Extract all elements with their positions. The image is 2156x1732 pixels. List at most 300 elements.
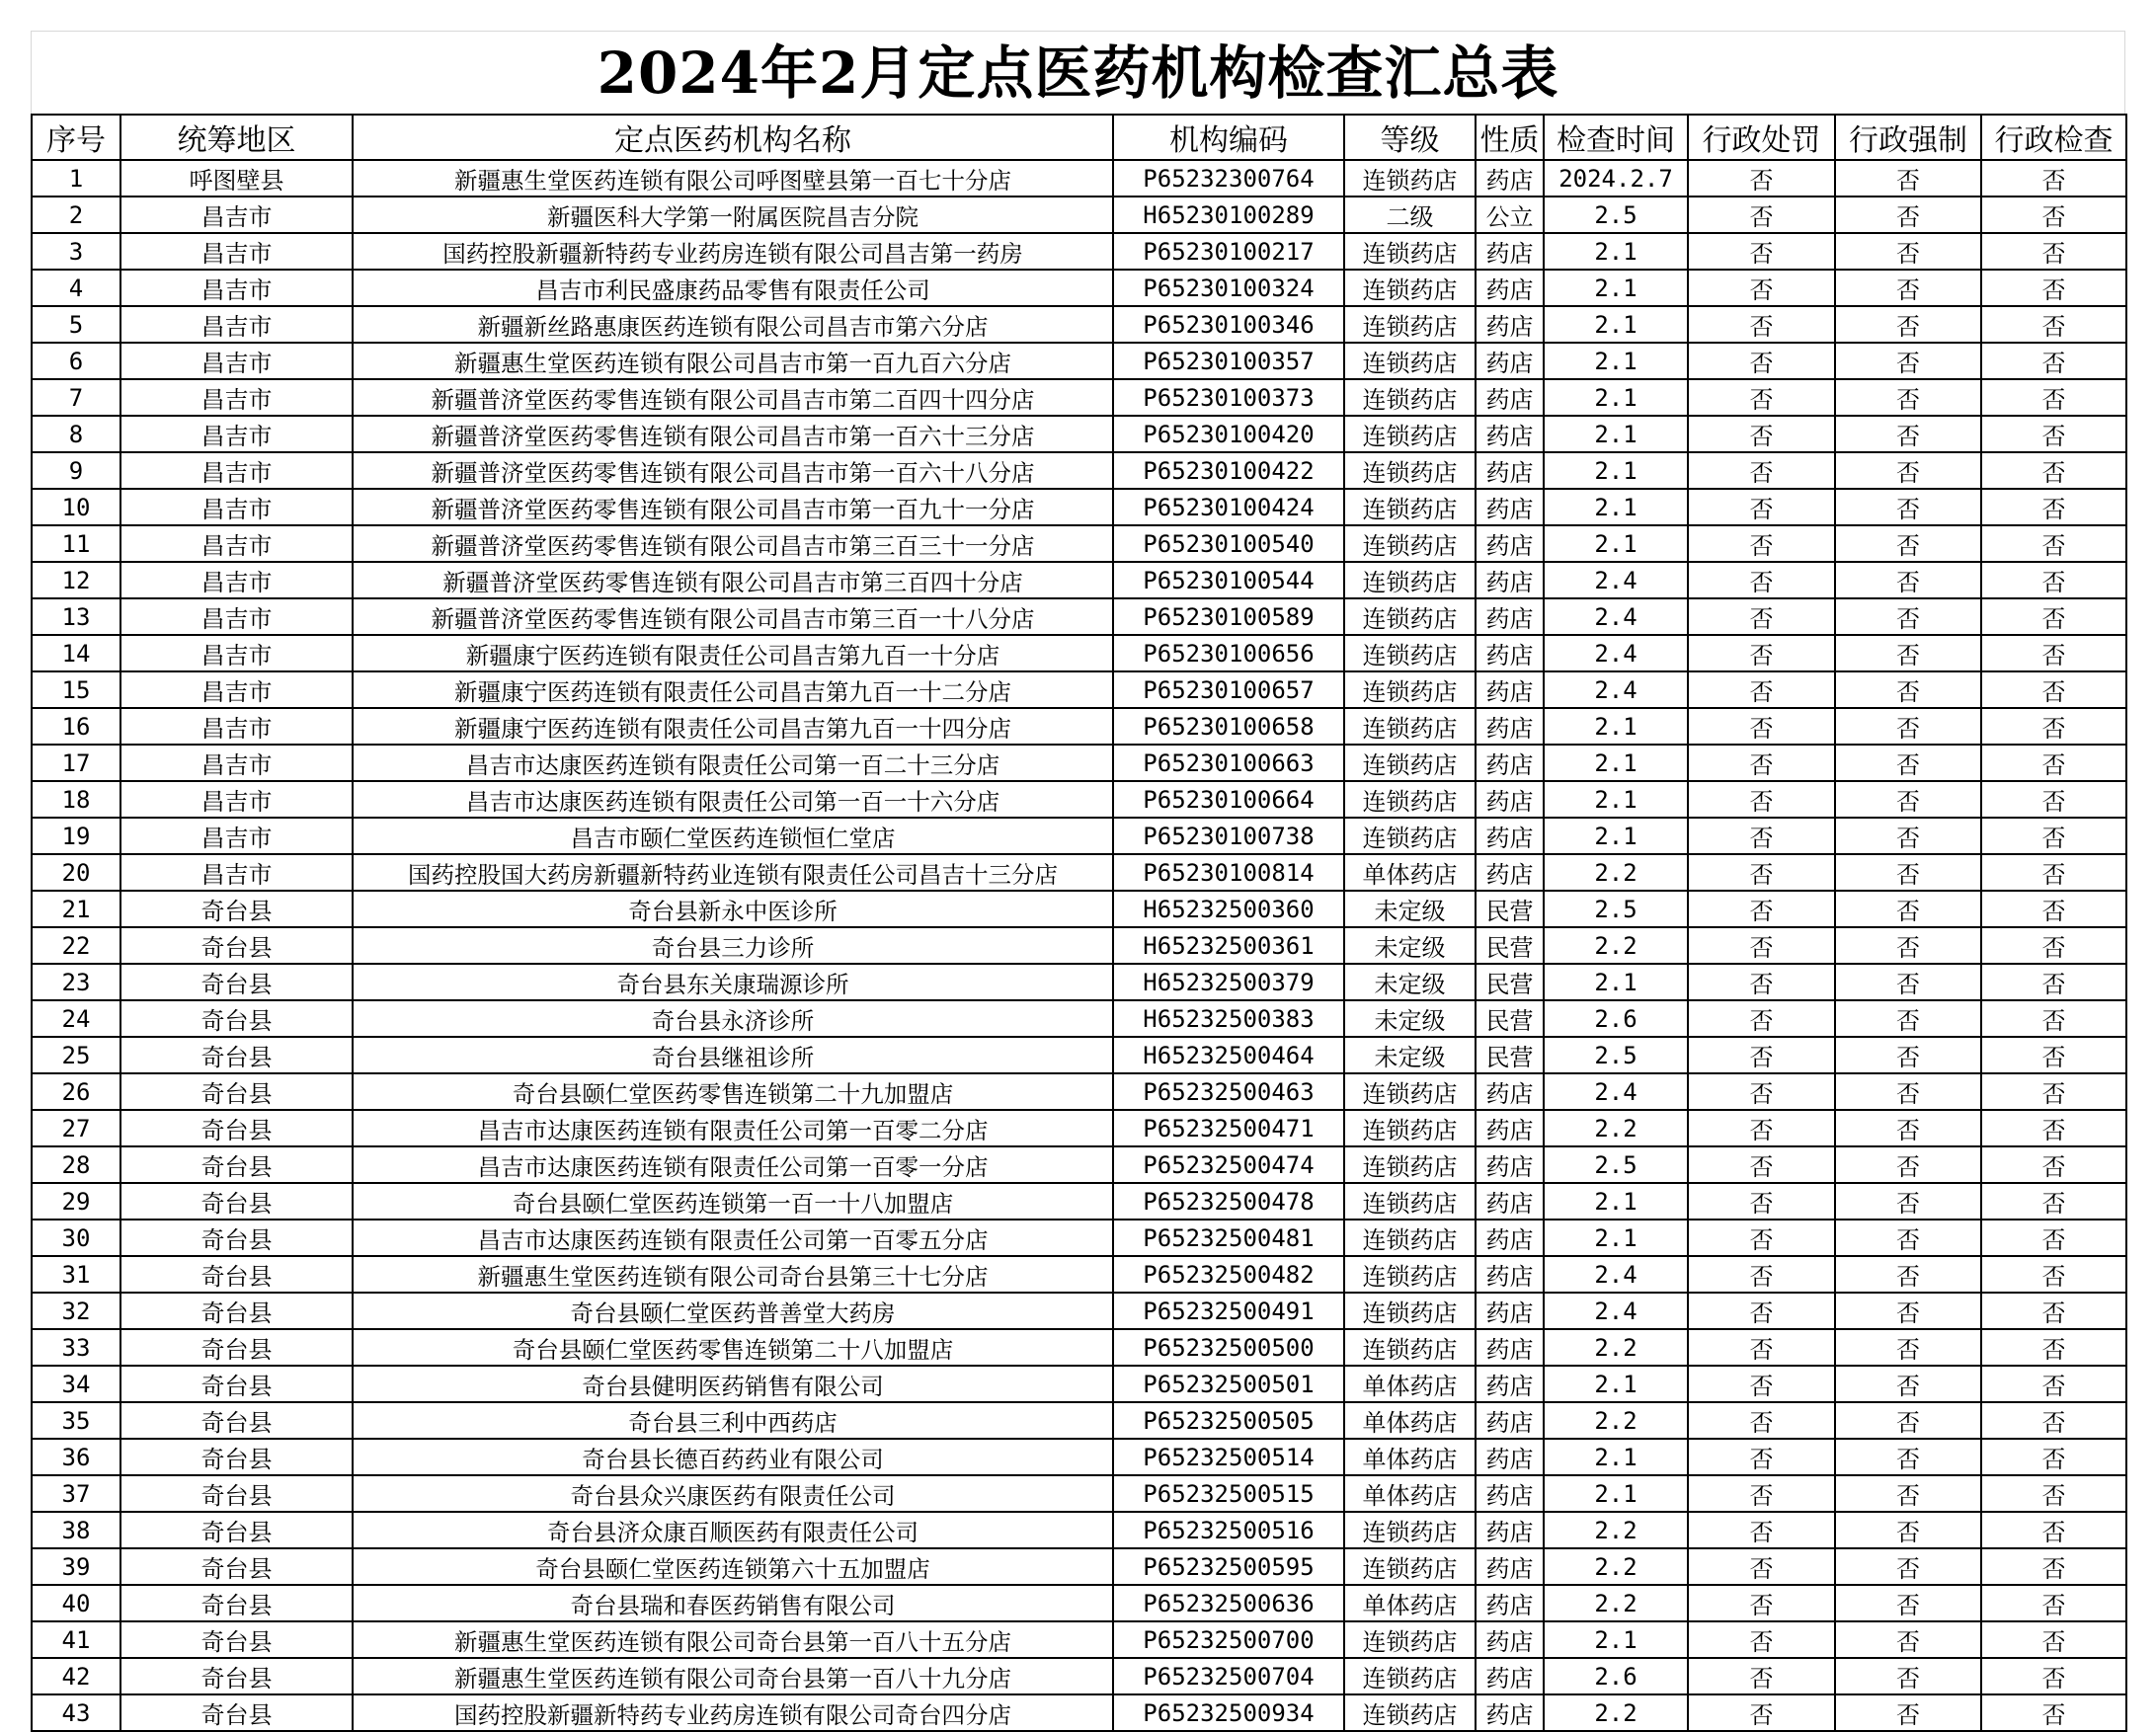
cell-admin-inspection: 否 — [1981, 1256, 2126, 1293]
cell-serial: 11 — [32, 525, 120, 562]
cell-admin-penalty: 否 — [1688, 964, 1835, 1000]
cell-serial: 27 — [32, 1110, 120, 1146]
table-row — [32, 525, 2126, 562]
cell-inspection-date: 2.4 — [1544, 1073, 1688, 1110]
cell-admin-penalty: 否 — [1688, 781, 1835, 818]
cell-admin-enforcement: 否 — [1835, 1366, 1981, 1402]
cell-level: 连锁药店 — [1344, 1512, 1476, 1548]
cell-admin-enforcement: 否 — [1835, 708, 1981, 745]
cell-nature: 药店 — [1476, 781, 1544, 818]
cell-level: 连锁药店 — [1344, 416, 1476, 452]
cell-region: 呼图壁县 — [120, 160, 353, 197]
table-row — [32, 1475, 2126, 1512]
cell-inspection-date: 2.1 — [1544, 489, 1688, 525]
table-row — [32, 1220, 2126, 1256]
cell-nature: 药店 — [1476, 1366, 1544, 1402]
table-row — [32, 635, 2126, 671]
table-row — [32, 1329, 2126, 1366]
cell-admin-enforcement: 否 — [1835, 562, 1981, 598]
cell-institution-name: 昌吉市达康医药连锁有限责任公司第一百一十六分店 — [353, 781, 1113, 818]
cell-region: 昌吉市 — [120, 270, 353, 306]
cell-level: 连锁药店 — [1344, 1073, 1476, 1110]
cell-level: 连锁药店 — [1344, 1548, 1476, 1585]
cell-inspection-date: 2.1 — [1544, 708, 1688, 745]
cell-nature: 药店 — [1476, 562, 1544, 598]
cell-inspection-date: 2.5 — [1544, 197, 1688, 233]
table-row — [32, 1366, 2126, 1402]
table-row — [32, 1694, 2126, 1731]
cell-nature: 药店 — [1476, 1220, 1544, 1256]
cell-nature: 药店 — [1476, 1183, 1544, 1220]
cell-region: 奇台县 — [120, 1037, 353, 1073]
cell-serial: 12 — [32, 562, 120, 598]
cell-region: 昌吉市 — [120, 708, 353, 745]
cell-admin-penalty: 否 — [1688, 270, 1835, 306]
header-nature: 性质 — [1476, 115, 1544, 160]
cell-region: 昌吉市 — [120, 452, 353, 489]
cell-nature: 民营 — [1476, 1037, 1544, 1073]
cell-inspection-date: 2.5 — [1544, 1146, 1688, 1183]
cell-admin-penalty: 否 — [1688, 854, 1835, 891]
cell-serial: 18 — [32, 781, 120, 818]
cell-admin-inspection: 否 — [1981, 1293, 2126, 1329]
cell-admin-inspection: 否 — [1981, 1220, 2126, 1256]
cell-institution-code: P65232500514 — [1113, 1439, 1344, 1475]
cell-admin-enforcement: 否 — [1835, 1037, 1981, 1073]
table-row — [32, 1402, 2126, 1439]
cell-admin-enforcement: 否 — [1835, 197, 1981, 233]
cell-region: 昌吉市 — [120, 306, 353, 343]
cell-institution-name: 新疆惠生堂医药连锁有限公司奇台县第三十七分店 — [353, 1256, 1113, 1293]
cell-nature: 药店 — [1476, 671, 1544, 708]
cell-region: 昌吉市 — [120, 379, 353, 416]
cell-serial: 26 — [32, 1073, 120, 1110]
cell-serial: 38 — [32, 1512, 120, 1548]
table-row — [32, 854, 2126, 891]
cell-admin-enforcement: 否 — [1835, 525, 1981, 562]
cell-level: 未定级 — [1344, 891, 1476, 927]
table-row — [32, 197, 2126, 233]
cell-institution-name: 新疆惠生堂医药连锁有限公司奇台县第一百八十九分店 — [353, 1658, 1113, 1694]
cell-institution-code: P65232500500 — [1113, 1329, 1344, 1366]
cell-nature: 药店 — [1476, 1110, 1544, 1146]
cell-nature: 药店 — [1476, 1658, 1544, 1694]
cell-serial: 28 — [32, 1146, 120, 1183]
cell-institution-code: H65232500379 — [1113, 964, 1344, 1000]
cell-admin-penalty: 否 — [1688, 708, 1835, 745]
cell-level: 连锁药店 — [1344, 745, 1476, 781]
cell-admin-penalty: 否 — [1688, 635, 1835, 671]
cell-inspection-date: 2.1 — [1544, 525, 1688, 562]
table-row — [32, 1439, 2126, 1475]
cell-institution-name: 奇台县健明医药销售有限公司 — [353, 1366, 1113, 1402]
cell-region: 昌吉市 — [120, 854, 353, 891]
cell-institution-name: 奇台县继祖诊所 — [353, 1037, 1113, 1073]
header-admin-inspection: 行政检查 — [1981, 115, 2126, 160]
cell-admin-enforcement: 否 — [1835, 1220, 1981, 1256]
cell-serial: 24 — [32, 1000, 120, 1037]
inspection-table — [31, 114, 2127, 1732]
cell-admin-penalty: 否 — [1688, 891, 1835, 927]
cell-admin-enforcement: 否 — [1835, 1293, 1981, 1329]
cell-institution-code: P65230100656 — [1113, 635, 1344, 671]
cell-admin-penalty: 否 — [1688, 525, 1835, 562]
cell-region: 昌吉市 — [120, 598, 353, 635]
cell-level: 连锁药店 — [1344, 343, 1476, 379]
cell-institution-code: P65232500482 — [1113, 1256, 1344, 1293]
cell-level: 未定级 — [1344, 1000, 1476, 1037]
cell-admin-enforcement: 否 — [1835, 1475, 1981, 1512]
cell-level: 连锁药店 — [1344, 1329, 1476, 1366]
cell-region: 昌吉市 — [120, 671, 353, 708]
cell-institution-name: 昌吉市达康医药连锁有限责任公司第一百零二分店 — [353, 1110, 1113, 1146]
cell-institution-name: 奇台县颐仁堂医药零售连锁第二十八加盟店 — [353, 1329, 1113, 1366]
cell-nature: 药店 — [1476, 233, 1544, 270]
cell-institution-code: P65232500700 — [1113, 1621, 1344, 1658]
cell-level: 连锁药店 — [1344, 233, 1476, 270]
cell-admin-penalty: 否 — [1688, 1585, 1835, 1621]
cell-inspection-date: 2.2 — [1544, 1585, 1688, 1621]
cell-level: 单体药店 — [1344, 1475, 1476, 1512]
table-row — [32, 1512, 2126, 1548]
cell-region: 奇台县 — [120, 1585, 353, 1621]
table-row — [32, 671, 2126, 708]
cell-level: 二级 — [1344, 197, 1476, 233]
table-row — [32, 306, 2126, 343]
cell-institution-name: 奇台县瑞和春医药销售有限公司 — [353, 1585, 1113, 1621]
cell-nature: 药店 — [1476, 1256, 1544, 1293]
summary-sheet — [31, 31, 2125, 1732]
cell-admin-penalty: 否 — [1688, 1293, 1835, 1329]
cell-nature: 药店 — [1476, 1073, 1544, 1110]
cell-admin-penalty: 否 — [1688, 306, 1835, 343]
cell-inspection-date: 2.5 — [1544, 891, 1688, 927]
cell-inspection-date: 2.1 — [1544, 306, 1688, 343]
cell-nature: 药店 — [1476, 452, 1544, 489]
table-row — [32, 708, 2126, 745]
cell-nature: 药店 — [1476, 1512, 1544, 1548]
header-institution-name: 定点医药机构名称 — [353, 115, 1113, 160]
cell-institution-code: P65232500491 — [1113, 1293, 1344, 1329]
cell-inspection-date: 2.4 — [1544, 635, 1688, 671]
cell-nature: 药店 — [1476, 270, 1544, 306]
cell-institution-code: H65232500464 — [1113, 1037, 1344, 1073]
cell-level: 连锁药店 — [1344, 562, 1476, 598]
cell-institution-name: 新疆普济堂医药零售连锁有限公司昌吉市第一百九十一分店 — [353, 489, 1113, 525]
sheet-title: 2024年2月定点医药机构检查汇总表 — [31, 31, 2125, 114]
cell-institution-code: P65232500516 — [1113, 1512, 1344, 1548]
cell-admin-inspection: 否 — [1981, 1183, 2126, 1220]
cell-nature: 药店 — [1476, 489, 1544, 525]
cell-serial: 42 — [32, 1658, 120, 1694]
cell-level: 连锁药店 — [1344, 635, 1476, 671]
cell-institution-code: H65232500360 — [1113, 891, 1344, 927]
cell-level: 连锁药店 — [1344, 598, 1476, 635]
cell-level: 连锁药店 — [1344, 452, 1476, 489]
cell-institution-code: P65230100357 — [1113, 343, 1344, 379]
table-row — [32, 1293, 2126, 1329]
cell-nature: 药店 — [1476, 854, 1544, 891]
cell-admin-penalty: 否 — [1688, 1183, 1835, 1220]
cell-institution-code: P65232500474 — [1113, 1146, 1344, 1183]
cell-level: 单体药店 — [1344, 1585, 1476, 1621]
cell-institution-code: P65230100738 — [1113, 818, 1344, 854]
cell-nature: 药店 — [1476, 1548, 1544, 1585]
cell-region: 昌吉市 — [120, 562, 353, 598]
cell-admin-penalty: 否 — [1688, 1329, 1835, 1366]
cell-inspection-date: 2.1 — [1544, 452, 1688, 489]
cell-region: 昌吉市 — [120, 525, 353, 562]
cell-level: 单体药店 — [1344, 1439, 1476, 1475]
cell-admin-inspection: 否 — [1981, 343, 2126, 379]
cell-admin-penalty: 否 — [1688, 1110, 1835, 1146]
cell-admin-enforcement: 否 — [1835, 818, 1981, 854]
cell-serial: 8 — [32, 416, 120, 452]
cell-admin-enforcement: 否 — [1835, 964, 1981, 1000]
cell-admin-penalty: 否 — [1688, 416, 1835, 452]
cell-serial: 7 — [32, 379, 120, 416]
cell-level: 未定级 — [1344, 927, 1476, 964]
table-row — [32, 891, 2126, 927]
table-row — [32, 781, 2126, 818]
table-row — [32, 489, 2126, 525]
cell-level: 连锁药店 — [1344, 160, 1476, 197]
cell-region: 昌吉市 — [120, 635, 353, 671]
cell-admin-inspection: 否 — [1981, 452, 2126, 489]
cell-level: 连锁药店 — [1344, 270, 1476, 306]
cell-institution-name: 新疆康宁医药连锁有限责任公司昌吉第九百一十二分店 — [353, 671, 1113, 708]
cell-admin-enforcement: 否 — [1835, 379, 1981, 416]
cell-admin-enforcement: 否 — [1835, 1402, 1981, 1439]
cell-region: 奇台县 — [120, 1183, 353, 1220]
cell-admin-enforcement: 否 — [1835, 854, 1981, 891]
cell-region: 奇台县 — [120, 927, 353, 964]
cell-nature: 药店 — [1476, 525, 1544, 562]
cell-nature: 药店 — [1476, 598, 1544, 635]
cell-admin-inspection: 否 — [1981, 671, 2126, 708]
cell-nature: 药店 — [1476, 635, 1544, 671]
cell-admin-enforcement: 否 — [1835, 1585, 1981, 1621]
header-institution-code: 机构编码 — [1113, 115, 1344, 160]
cell-institution-name: 奇台县颐仁堂医药零售连锁第二十九加盟店 — [353, 1073, 1113, 1110]
header-row — [32, 115, 2126, 160]
table-row — [32, 1000, 2126, 1037]
cell-institution-code: P65232500595 — [1113, 1548, 1344, 1585]
cell-institution-name: 新疆惠生堂医药连锁有限公司奇台县第一百八十五分店 — [353, 1621, 1113, 1658]
cell-nature: 药店 — [1476, 1621, 1544, 1658]
cell-admin-enforcement: 否 — [1835, 233, 1981, 270]
cell-serial: 31 — [32, 1256, 120, 1293]
cell-region: 昌吉市 — [120, 489, 353, 525]
cell-institution-name: 新疆新丝路惠康医药连锁有限公司昌吉市第六分店 — [353, 306, 1113, 343]
cell-institution-code: P65230100663 — [1113, 745, 1344, 781]
cell-level: 连锁药店 — [1344, 1658, 1476, 1694]
cell-nature: 药店 — [1476, 1146, 1544, 1183]
cell-institution-code: P65232500501 — [1113, 1366, 1344, 1402]
cell-nature: 药店 — [1476, 1694, 1544, 1731]
cell-level: 连锁药店 — [1344, 708, 1476, 745]
cell-inspection-date: 2.1 — [1544, 1220, 1688, 1256]
cell-admin-inspection: 否 — [1981, 1366, 2126, 1402]
cell-level: 单体药店 — [1344, 854, 1476, 891]
cell-institution-code: P65232500481 — [1113, 1220, 1344, 1256]
cell-admin-inspection: 否 — [1981, 379, 2126, 416]
cell-institution-code: P65232500478 — [1113, 1183, 1344, 1220]
cell-serial: 22 — [32, 927, 120, 964]
cell-inspection-date: 2.1 — [1544, 233, 1688, 270]
cell-admin-enforcement: 否 — [1835, 1329, 1981, 1366]
cell-level: 连锁药店 — [1344, 1110, 1476, 1146]
cell-institution-code: P65230100373 — [1113, 379, 1344, 416]
cell-institution-name: 奇台县颐仁堂医药连锁第一百一十八加盟店 — [353, 1183, 1113, 1220]
cell-institution-code: P65232500934 — [1113, 1694, 1344, 1731]
table-row — [32, 416, 2126, 452]
cell-institution-name: 奇台县永济诊所 — [353, 1000, 1113, 1037]
cell-admin-penalty: 否 — [1688, 1402, 1835, 1439]
cell-institution-code: P65230100589 — [1113, 598, 1344, 635]
table-row — [32, 1146, 2126, 1183]
cell-admin-enforcement: 否 — [1835, 671, 1981, 708]
cell-serial: 9 — [32, 452, 120, 489]
cell-admin-penalty: 否 — [1688, 818, 1835, 854]
cell-level: 连锁药店 — [1344, 781, 1476, 818]
cell-admin-penalty: 否 — [1688, 927, 1835, 964]
cell-admin-enforcement: 否 — [1835, 1183, 1981, 1220]
cell-admin-enforcement: 否 — [1835, 745, 1981, 781]
cell-institution-code: P65230100657 — [1113, 671, 1344, 708]
cell-admin-enforcement: 否 — [1835, 452, 1981, 489]
cell-admin-penalty: 否 — [1688, 1548, 1835, 1585]
cell-institution-name: 新疆普济堂医药零售连锁有限公司昌吉市第三百四十分店 — [353, 562, 1113, 598]
cell-admin-inspection: 否 — [1981, 489, 2126, 525]
cell-institution-name: 奇台县三利中西药店 — [353, 1402, 1113, 1439]
cell-institution-name: 新疆康宁医药连锁有限责任公司昌吉第九百一十四分店 — [353, 708, 1113, 745]
table-row — [32, 379, 2126, 416]
cell-admin-enforcement: 否 — [1835, 1256, 1981, 1293]
cell-institution-code: P65232500704 — [1113, 1658, 1344, 1694]
cell-admin-inspection: 否 — [1981, 964, 2126, 1000]
cell-inspection-date: 2.1 — [1544, 1183, 1688, 1220]
cell-serial: 37 — [32, 1475, 120, 1512]
cell-institution-name: 昌吉市利民盛康药品零售有限责任公司 — [353, 270, 1113, 306]
cell-admin-enforcement: 否 — [1835, 1548, 1981, 1585]
cell-serial: 1 — [32, 160, 120, 197]
cell-serial: 14 — [32, 635, 120, 671]
cell-nature: 药店 — [1476, 343, 1544, 379]
cell-serial: 10 — [32, 489, 120, 525]
cell-level: 连锁药店 — [1344, 1694, 1476, 1731]
cell-region: 奇台县 — [120, 1621, 353, 1658]
cell-institution-code: P65230100814 — [1113, 854, 1344, 891]
cell-admin-penalty: 否 — [1688, 1256, 1835, 1293]
cell-admin-penalty: 否 — [1688, 598, 1835, 635]
cell-admin-inspection: 否 — [1981, 1146, 2126, 1183]
cell-admin-inspection: 否 — [1981, 1439, 2126, 1475]
table-row — [32, 818, 2126, 854]
cell-admin-enforcement: 否 — [1835, 416, 1981, 452]
cell-inspection-date: 2.2 — [1544, 1694, 1688, 1731]
cell-admin-inspection: 否 — [1981, 1110, 2126, 1146]
cell-institution-code: P65230100544 — [1113, 562, 1344, 598]
cell-admin-inspection: 否 — [1981, 1329, 2126, 1366]
cell-level: 连锁药店 — [1344, 1256, 1476, 1293]
cell-admin-penalty: 否 — [1688, 1621, 1835, 1658]
cell-institution-code: H65230100289 — [1113, 197, 1344, 233]
cell-nature: 公立 — [1476, 197, 1544, 233]
cell-institution-name: 昌吉市达康医药连锁有限责任公司第一百零五分店 — [353, 1220, 1113, 1256]
cell-institution-name: 新疆普济堂医药零售连锁有限公司昌吉市第一百六十三分店 — [353, 416, 1113, 452]
cell-admin-inspection: 否 — [1981, 1658, 2126, 1694]
cell-nature: 药店 — [1476, 708, 1544, 745]
cell-region: 奇台县 — [120, 1110, 353, 1146]
cell-serial: 15 — [32, 671, 120, 708]
cell-level: 连锁药店 — [1344, 379, 1476, 416]
cell-serial: 34 — [32, 1366, 120, 1402]
table-row — [32, 1037, 2126, 1073]
cell-level: 连锁药店 — [1344, 306, 1476, 343]
cell-admin-penalty: 否 — [1688, 1512, 1835, 1548]
cell-region: 奇台县 — [120, 1366, 353, 1402]
cell-admin-penalty: 否 — [1688, 160, 1835, 197]
cell-serial: 41 — [32, 1621, 120, 1658]
cell-inspection-date: 2.2 — [1544, 1548, 1688, 1585]
cell-admin-inspection: 否 — [1981, 1037, 2126, 1073]
cell-region: 昌吉市 — [120, 818, 353, 854]
cell-admin-inspection: 否 — [1981, 1694, 2126, 1731]
cell-inspection-date: 2.2 — [1544, 1110, 1688, 1146]
cell-admin-enforcement: 否 — [1835, 1694, 1981, 1731]
cell-level: 连锁药店 — [1344, 818, 1476, 854]
cell-institution-name: 新疆普济堂医药零售连锁有限公司昌吉市第三百三十一分店 — [353, 525, 1113, 562]
cell-admin-inspection: 否 — [1981, 598, 2126, 635]
cell-admin-inspection: 否 — [1981, 745, 2126, 781]
cell-admin-enforcement: 否 — [1835, 489, 1981, 525]
cell-admin-penalty: 否 — [1688, 489, 1835, 525]
cell-admin-penalty: 否 — [1688, 1439, 1835, 1475]
cell-admin-enforcement: 否 — [1835, 160, 1981, 197]
cell-serial: 23 — [32, 964, 120, 1000]
cell-region: 奇台县 — [120, 891, 353, 927]
cell-region: 昌吉市 — [120, 781, 353, 818]
cell-inspection-date: 2.4 — [1544, 671, 1688, 708]
cell-serial: 35 — [32, 1402, 120, 1439]
cell-serial: 19 — [32, 818, 120, 854]
cell-institution-name: 奇台县颐仁堂医药连锁第六十五加盟店 — [353, 1548, 1113, 1585]
cell-admin-inspection: 否 — [1981, 1512, 2126, 1548]
cell-region: 奇台县 — [120, 1694, 353, 1731]
cell-admin-penalty: 否 — [1688, 452, 1835, 489]
cell-serial: 2 — [32, 197, 120, 233]
cell-admin-inspection: 否 — [1981, 818, 2126, 854]
table-row — [32, 1585, 2126, 1621]
cell-serial: 13 — [32, 598, 120, 635]
cell-institution-name: 奇台县长德百药药业有限公司 — [353, 1439, 1113, 1475]
cell-institution-name: 昌吉市达康医药连锁有限责任公司第一百二十三分店 — [353, 745, 1113, 781]
cell-institution-name: 新疆医科大学第一附属医院昌吉分院 — [353, 197, 1113, 233]
cell-inspection-date: 2.1 — [1544, 1366, 1688, 1402]
cell-nature: 药店 — [1476, 1293, 1544, 1329]
cell-inspection-date: 2.6 — [1544, 1658, 1688, 1694]
table-row — [32, 964, 2126, 1000]
table-row — [32, 598, 2126, 635]
table-row — [32, 270, 2126, 306]
cell-inspection-date: 2.1 — [1544, 818, 1688, 854]
cell-inspection-date: 2.4 — [1544, 1256, 1688, 1293]
cell-region: 奇台县 — [120, 1475, 353, 1512]
cell-serial: 21 — [32, 891, 120, 927]
cell-serial: 5 — [32, 306, 120, 343]
cell-nature: 药店 — [1476, 1475, 1544, 1512]
